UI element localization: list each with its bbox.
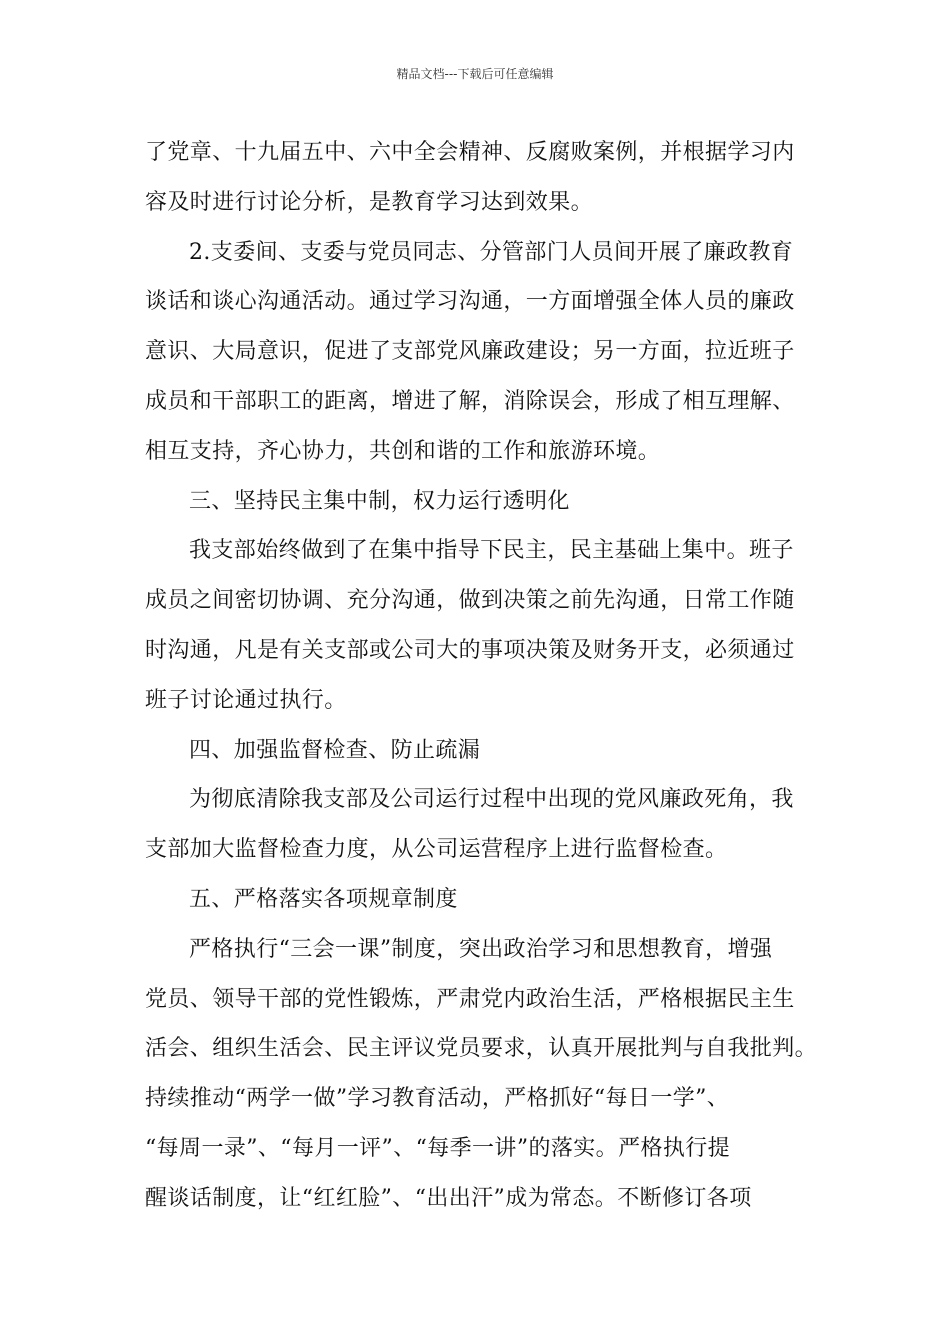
text-line: 了党章、十九届五中、六中全会精神、反腐败案例，并根据学习内 <box>145 140 795 165</box>
paragraph-start-line: 2.支委间、支委与党员同志、分管部门人员间开展了廉政教育 <box>189 239 794 265</box>
paragraph-start-line: 严格执行“三会一课”制度，突出政治学习和思想教育，增强 <box>189 936 773 962</box>
paragraph-start-line: 我支部始终做到了在集中指导下民主，民主基础上集中。班子 <box>189 538 794 564</box>
text-line: 党员、领导干部的党性锻炼，严肃党内政治生活，严格根据民主生 <box>145 986 795 1012</box>
text-line: 成员和干部职工的距离，增进了解，消除误会，形成了相互理解、 <box>145 388 795 414</box>
text-line: 容及时进行讨论分析，是教育学习达到效果。 <box>145 189 594 215</box>
text-line: 持续推动“两学一做”学习教育活动，严格抓好“每日一学”、 <box>145 1086 730 1112</box>
text-line: 活会、组织生活会、民主评议党员要求，认真开展批判与自我批判。 <box>145 1036 818 1062</box>
page-header: 精品文档---下载后可任意编辑 <box>396 67 554 81</box>
text-line: 时沟通，凡是有关支部或公司大的事项决策及财务开支，必须通过 <box>145 637 795 663</box>
text-line: 成员之间密切协调、充分沟通，做到决策之前先沟通，日常工作随 <box>145 588 795 614</box>
text-line: 相互支持，齐心协力，共创和谐的工作和旅游环境。 <box>145 438 661 464</box>
text-line: 谈话和谈心沟通活动。通过学习沟通，一方面增强全体人员的廉政 <box>145 289 795 315</box>
text-line: 班子讨论通过执行。 <box>145 687 347 713</box>
text-line: 醒谈话制度，让“红红脸”、“出出汗”成为常态。不断修订各项 <box>145 1185 752 1211</box>
document-body <box>145 128 818 1224</box>
section-heading: 四、加强监督检查、防止疏漏 <box>189 737 481 763</box>
text-line: “每周一录”、“每月一评”、“每季一讲”的落实。严格执行提 <box>145 1135 731 1161</box>
section-heading: 三、坚持民主集中制，权力运行透明化 <box>189 488 570 514</box>
text-line: 支部加大监督检查力度，从公司运营程序上进行监督检查。 <box>145 837 728 863</box>
section-heading: 五、严格落实各项规章制度 <box>189 886 458 912</box>
text-line: 意识、大局意识，促进了支部党风廉政建设；另一方面，拉近班子 <box>145 339 795 365</box>
paragraph-start-line: 为彻底清除我支部及公司运行过程中出现的党风廉政死角，我 <box>189 787 794 813</box>
